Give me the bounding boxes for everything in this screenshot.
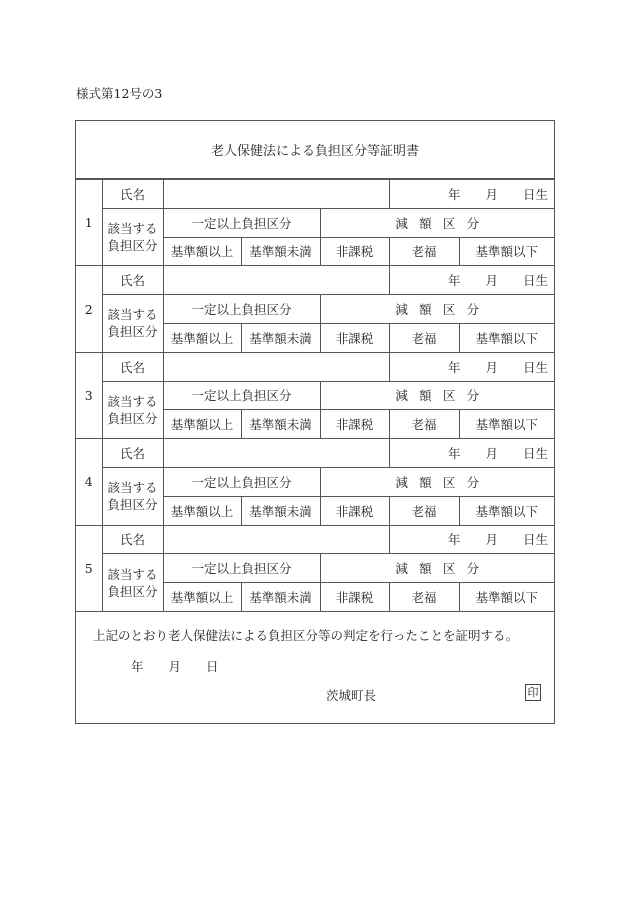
fixed-burden-header: 一定以上負担区分 bbox=[163, 554, 320, 583]
entry-number: 5 bbox=[76, 525, 102, 611]
form-number: 様式第12号の3 bbox=[76, 86, 163, 101]
option-tax-exempt[interactable]: 非課税 bbox=[320, 237, 389, 266]
option-welfare[interactable]: 老福 bbox=[389, 323, 459, 352]
fixed-burden-header: 一定以上負担区分 bbox=[163, 208, 320, 237]
entry-name-row bbox=[76, 352, 554, 381]
entry-category-row bbox=[76, 295, 554, 324]
entry-name-row bbox=[76, 266, 554, 295]
entry-name-row bbox=[76, 180, 554, 209]
form-title: 老人保健法による負担区分等証明書 bbox=[76, 121, 554, 179]
fixed-burden-header: 一定以上負担区分 bbox=[163, 295, 320, 324]
option-welfare[interactable]: 老福 bbox=[389, 583, 459, 612]
name-label: 氏名 bbox=[102, 525, 163, 554]
option-above-standard[interactable]: 基準額以上 bbox=[163, 237, 241, 266]
option-welfare[interactable]: 老福 bbox=[389, 410, 459, 439]
reduction-header: 減額区分 bbox=[320, 467, 554, 496]
category-label: 該当する 負担区分 bbox=[102, 381, 163, 439]
birthdate-field[interactable]: 年 月 日生 bbox=[389, 525, 554, 554]
seal-mark: 印 bbox=[525, 684, 541, 701]
entry-category-row bbox=[76, 381, 554, 410]
option-above-standard[interactable]: 基準額以上 bbox=[163, 496, 241, 525]
name-label: 氏名 bbox=[102, 352, 163, 381]
reduction-header: 減額区分 bbox=[320, 381, 554, 410]
option-below-standard[interactable]: 基準額未満 bbox=[241, 583, 320, 612]
option-below-standard[interactable]: 基準額未満 bbox=[241, 410, 320, 439]
entry-number: 1 bbox=[76, 180, 102, 266]
option-standard-or-less[interactable]: 基準額以下 bbox=[459, 496, 554, 525]
certification-date: 年 月 日 bbox=[131, 659, 219, 674]
option-tax-exempt[interactable]: 非課税 bbox=[320, 323, 389, 352]
category-label: 該当する 負担区分 bbox=[102, 208, 163, 266]
option-above-standard[interactable]: 基準額以上 bbox=[163, 323, 241, 352]
reduction-header: 減額区分 bbox=[320, 208, 554, 237]
option-tax-exempt[interactable]: 非課税 bbox=[320, 496, 389, 525]
name-label: 氏名 bbox=[102, 266, 163, 295]
option-tax-exempt[interactable]: 非課税 bbox=[320, 583, 389, 612]
name-field[interactable] bbox=[163, 180, 389, 209]
entry-name-row bbox=[76, 525, 554, 554]
entry-name-row bbox=[76, 439, 554, 468]
name-label: 氏名 bbox=[102, 439, 163, 468]
option-tax-exempt[interactable]: 非課税 bbox=[320, 410, 389, 439]
name-field[interactable] bbox=[163, 525, 389, 554]
entry-category-row bbox=[76, 467, 554, 496]
issuer-name: 茨城町長 bbox=[326, 688, 377, 703]
reduction-header: 減額区分 bbox=[320, 554, 554, 583]
birthdate-field[interactable]: 年 月 日生 bbox=[389, 352, 554, 381]
option-above-standard[interactable]: 基準額以上 bbox=[163, 583, 241, 612]
birthdate-field[interactable]: 年 月 日生 bbox=[389, 266, 554, 295]
entry-category-row bbox=[76, 554, 554, 583]
name-field[interactable] bbox=[163, 439, 389, 468]
birthdate-field[interactable]: 年 月 日生 bbox=[389, 180, 554, 209]
birthdate-field[interactable]: 年 月 日生 bbox=[389, 439, 554, 468]
reduction-header: 減額区分 bbox=[320, 295, 554, 324]
certification-statement: 上記のとおり老人保健法による負担区分等の判定を行ったことを証明する。 bbox=[93, 628, 519, 643]
option-welfare[interactable]: 老福 bbox=[389, 496, 459, 525]
entry-category-row bbox=[76, 208, 554, 237]
option-below-standard[interactable]: 基準額未満 bbox=[241, 323, 320, 352]
name-field[interactable] bbox=[163, 266, 389, 295]
entry-number: 2 bbox=[76, 266, 102, 352]
entry-number: 4 bbox=[76, 439, 102, 525]
entries-table bbox=[76, 179, 554, 612]
certificate-form bbox=[75, 120, 555, 724]
category-label: 該当する 負担区分 bbox=[102, 295, 163, 353]
option-welfare[interactable]: 老福 bbox=[389, 237, 459, 266]
category-label: 該当する 負担区分 bbox=[102, 467, 163, 525]
option-below-standard[interactable]: 基準額未満 bbox=[241, 237, 320, 266]
name-field[interactable] bbox=[163, 352, 389, 381]
category-label: 該当する 負担区分 bbox=[102, 554, 163, 612]
fixed-burden-header: 一定以上負担区分 bbox=[163, 467, 320, 496]
fixed-burden-header: 一定以上負担区分 bbox=[163, 381, 320, 410]
option-standard-or-less[interactable]: 基準額以下 bbox=[459, 583, 554, 612]
entry-number: 3 bbox=[76, 352, 102, 438]
option-above-standard[interactable]: 基準額以上 bbox=[163, 410, 241, 439]
name-label: 氏名 bbox=[102, 180, 163, 209]
option-standard-or-less[interactable]: 基準額以下 bbox=[459, 237, 554, 266]
certification-footer bbox=[76, 609, 554, 725]
option-standard-or-less[interactable]: 基準額以下 bbox=[459, 410, 554, 439]
option-below-standard[interactable]: 基準額未満 bbox=[241, 496, 320, 525]
option-standard-or-less[interactable]: 基準額以下 bbox=[459, 323, 554, 352]
